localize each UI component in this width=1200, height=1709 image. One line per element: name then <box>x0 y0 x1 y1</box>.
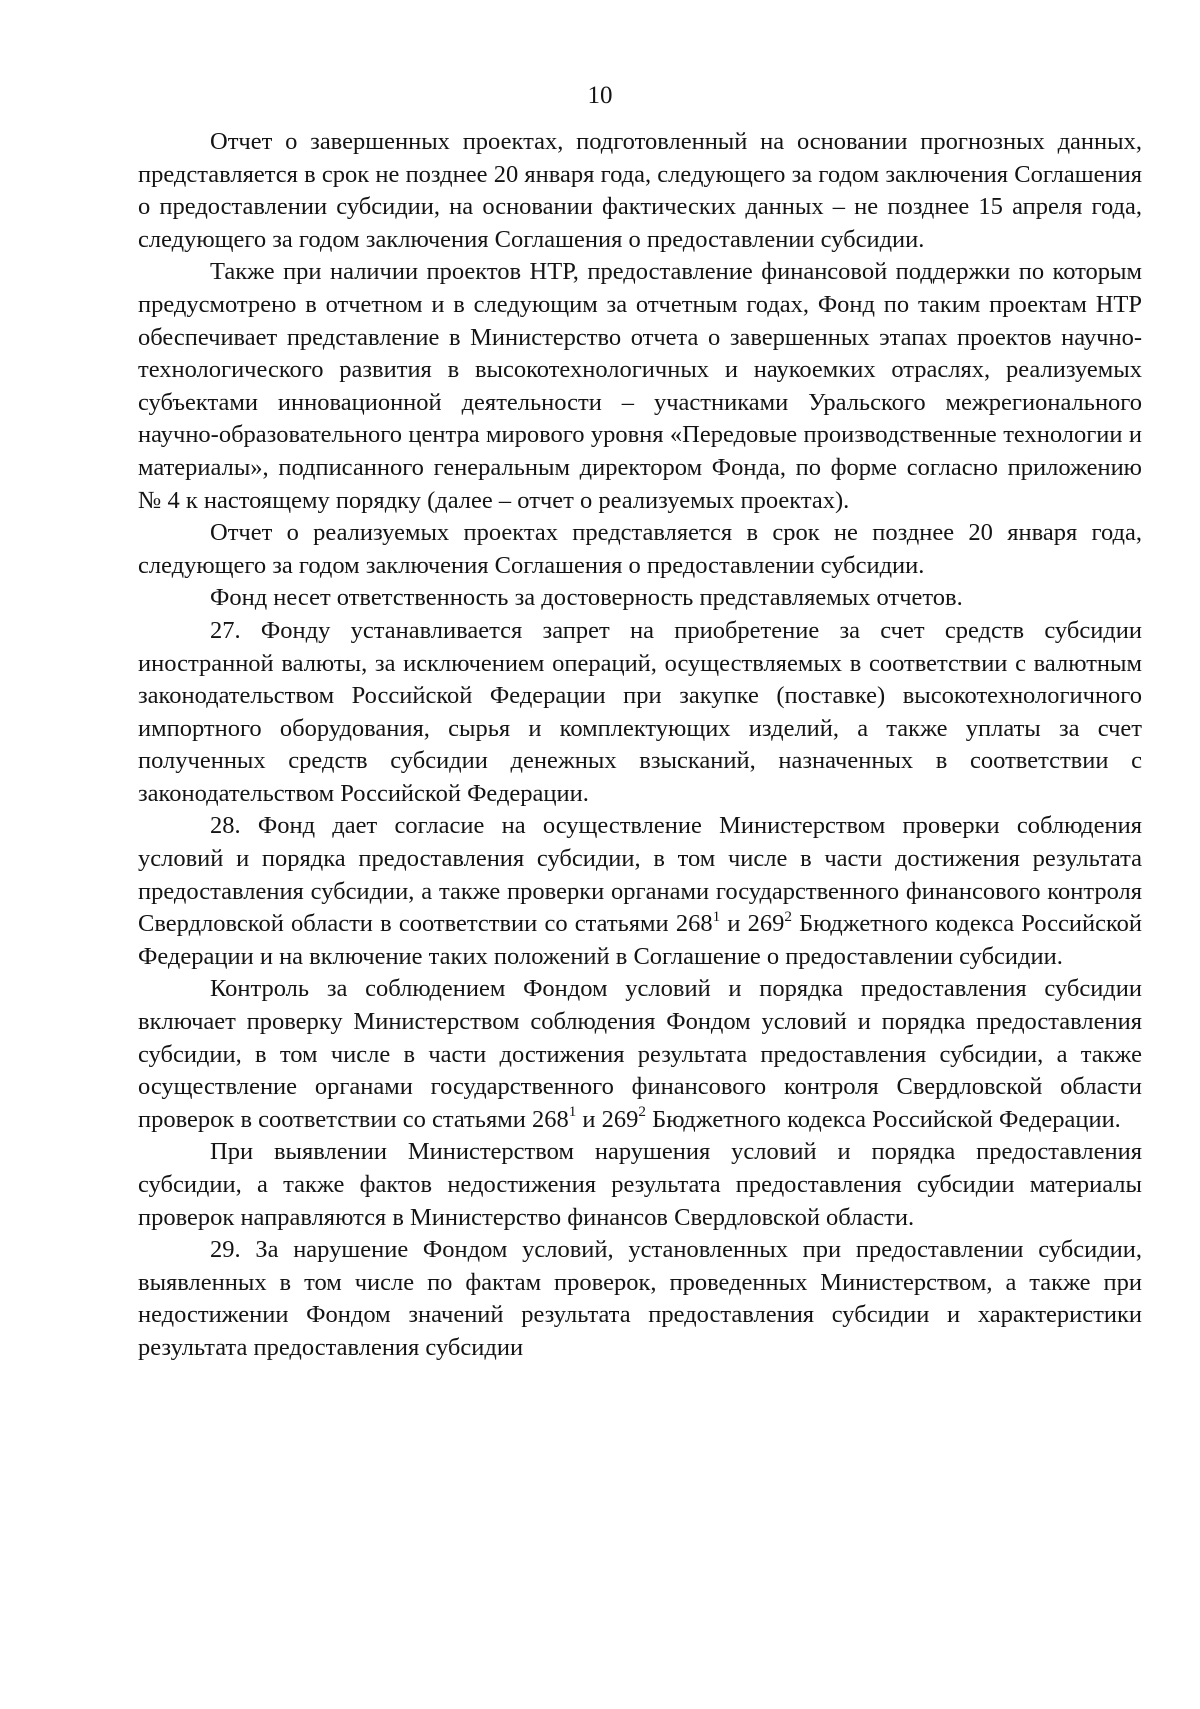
paragraph-violations-referral: При выявлении Министерством нарушения условий и порядка предоставления субсидии, а также фактов недостижения результата предоставления субсидии материалы проверок направляются в Министерство финансов Свердловской области. <box>138 1138 1142 1231</box>
paragraph-control-text-middle: и 269 <box>576 1105 639 1133</box>
paragraph-fund-responsibility: Фонд несет ответственность за достоверность представляемых отчетов. <box>210 584 963 612</box>
paragraph-27-currency-ban: 27. Фонду устанавливается запрет на приобретение за счет средств субсидии иностранной валюты, за исключением операций, осуществляемых в соответствии с валютным законодательством Российской Федерации при закупке (поставке) высокотехнологичного импортного оборудования, сырья и комплектующих изделий, а также уплаты за счет полученных средств субсидии денежных взысканий, назначенных в соответствии с законодательством Российской Федерации. <box>138 616 1142 807</box>
superscript-269: 2 <box>784 907 792 925</box>
paragraph-28-audit-consent <box>138 810 1142 973</box>
document-body <box>138 126 1142 1365</box>
paragraph-ongoing-projects-deadline: Отчет о реализуемых проектах представляется в срок не позднее 20 января года, следующего за годом заключения Соглашения о предоставлении субсидии. <box>138 519 1142 579</box>
paragraph-completed-projects-report: Отчет о завершенных проектах, подготовленный на основании прогнозных данных, представляется в срок не позднее 20 января года, следующего за годом заключения Соглашения о предоставлении субсидии, на основании фактических данных – не позднее 15 апреля года, следующего за годом заключения Соглашения о предоставлении субсидии. <box>138 128 1142 253</box>
page-number: 10 <box>587 82 613 109</box>
superscript-269: 2 <box>638 1103 647 1121</box>
paragraph-ntr-projects: Также при наличии проектов НТР, предоставление финансовой поддержки по которым предусмотрено в отчетном и в следующим за отчетным годах, Фонд по таким проектам НТР обеспечивает представление в Министерство отчета о завершенных этапах проектов научно-технологического развития в высокотехнологичных и наукоемких отраслях, реализуемых субъектами инновационной деятельности – участниками Уральского межрегионального научно-образовательного центра мирового уровня «Передовые производственные технологии и материалы», подписанного генеральным директором Фонда, по форме согласно приложению № 4 к настоящему порядку (далее – отчет о реализуемых проектах). <box>138 258 1142 514</box>
superscript-268: 1 <box>712 907 721 925</box>
paragraph-control-text-start: Контроль за соблюдением Фондом условий и порядка предоставления субсидии включает проверку Министерством соблюдения Фондом условий и порядка предоставления субсидии, в том числе в части достижения результата предоставления субсидии, а также осуществление органами государственного финансового контроля Свердловской области проверок в соответствии со статьями 268 <box>138 975 1142 1133</box>
paragraph-control-text-end: Бюджетного кодекса Российской Федерации. <box>646 1105 1121 1133</box>
paragraph-control <box>138 973 1142 1136</box>
superscript-268: 1 <box>568 1103 577 1121</box>
paragraph-28-text-middle: и 269 <box>720 910 785 938</box>
paragraph-28-text-end: Бюджетного кодекса Российской Федерации и на включение таких положений в Соглашение о предоставлении субсидии. <box>138 910 1142 970</box>
paragraph-29-violations: 29. За нарушение Фондом условий, установленных при предоставлении субсидии, выявленных в том числе по фактам проверок, проведенных Министерством, а также при недостижении Фондом значений результата предоставления субсидии и характеристики результата предоставления субсидии <box>138 1236 1142 1361</box>
paragraph-28-text-start: 28. Фонд дает согласие на осуществление Министерством проверки соблюдения условий и порядка предоставления субсидии, в том числе в части достижения результата предоставления субсидии, а также проверки органами государственного финансового контроля Свердловской области в соответствии со статьями 268 <box>138 812 1142 938</box>
